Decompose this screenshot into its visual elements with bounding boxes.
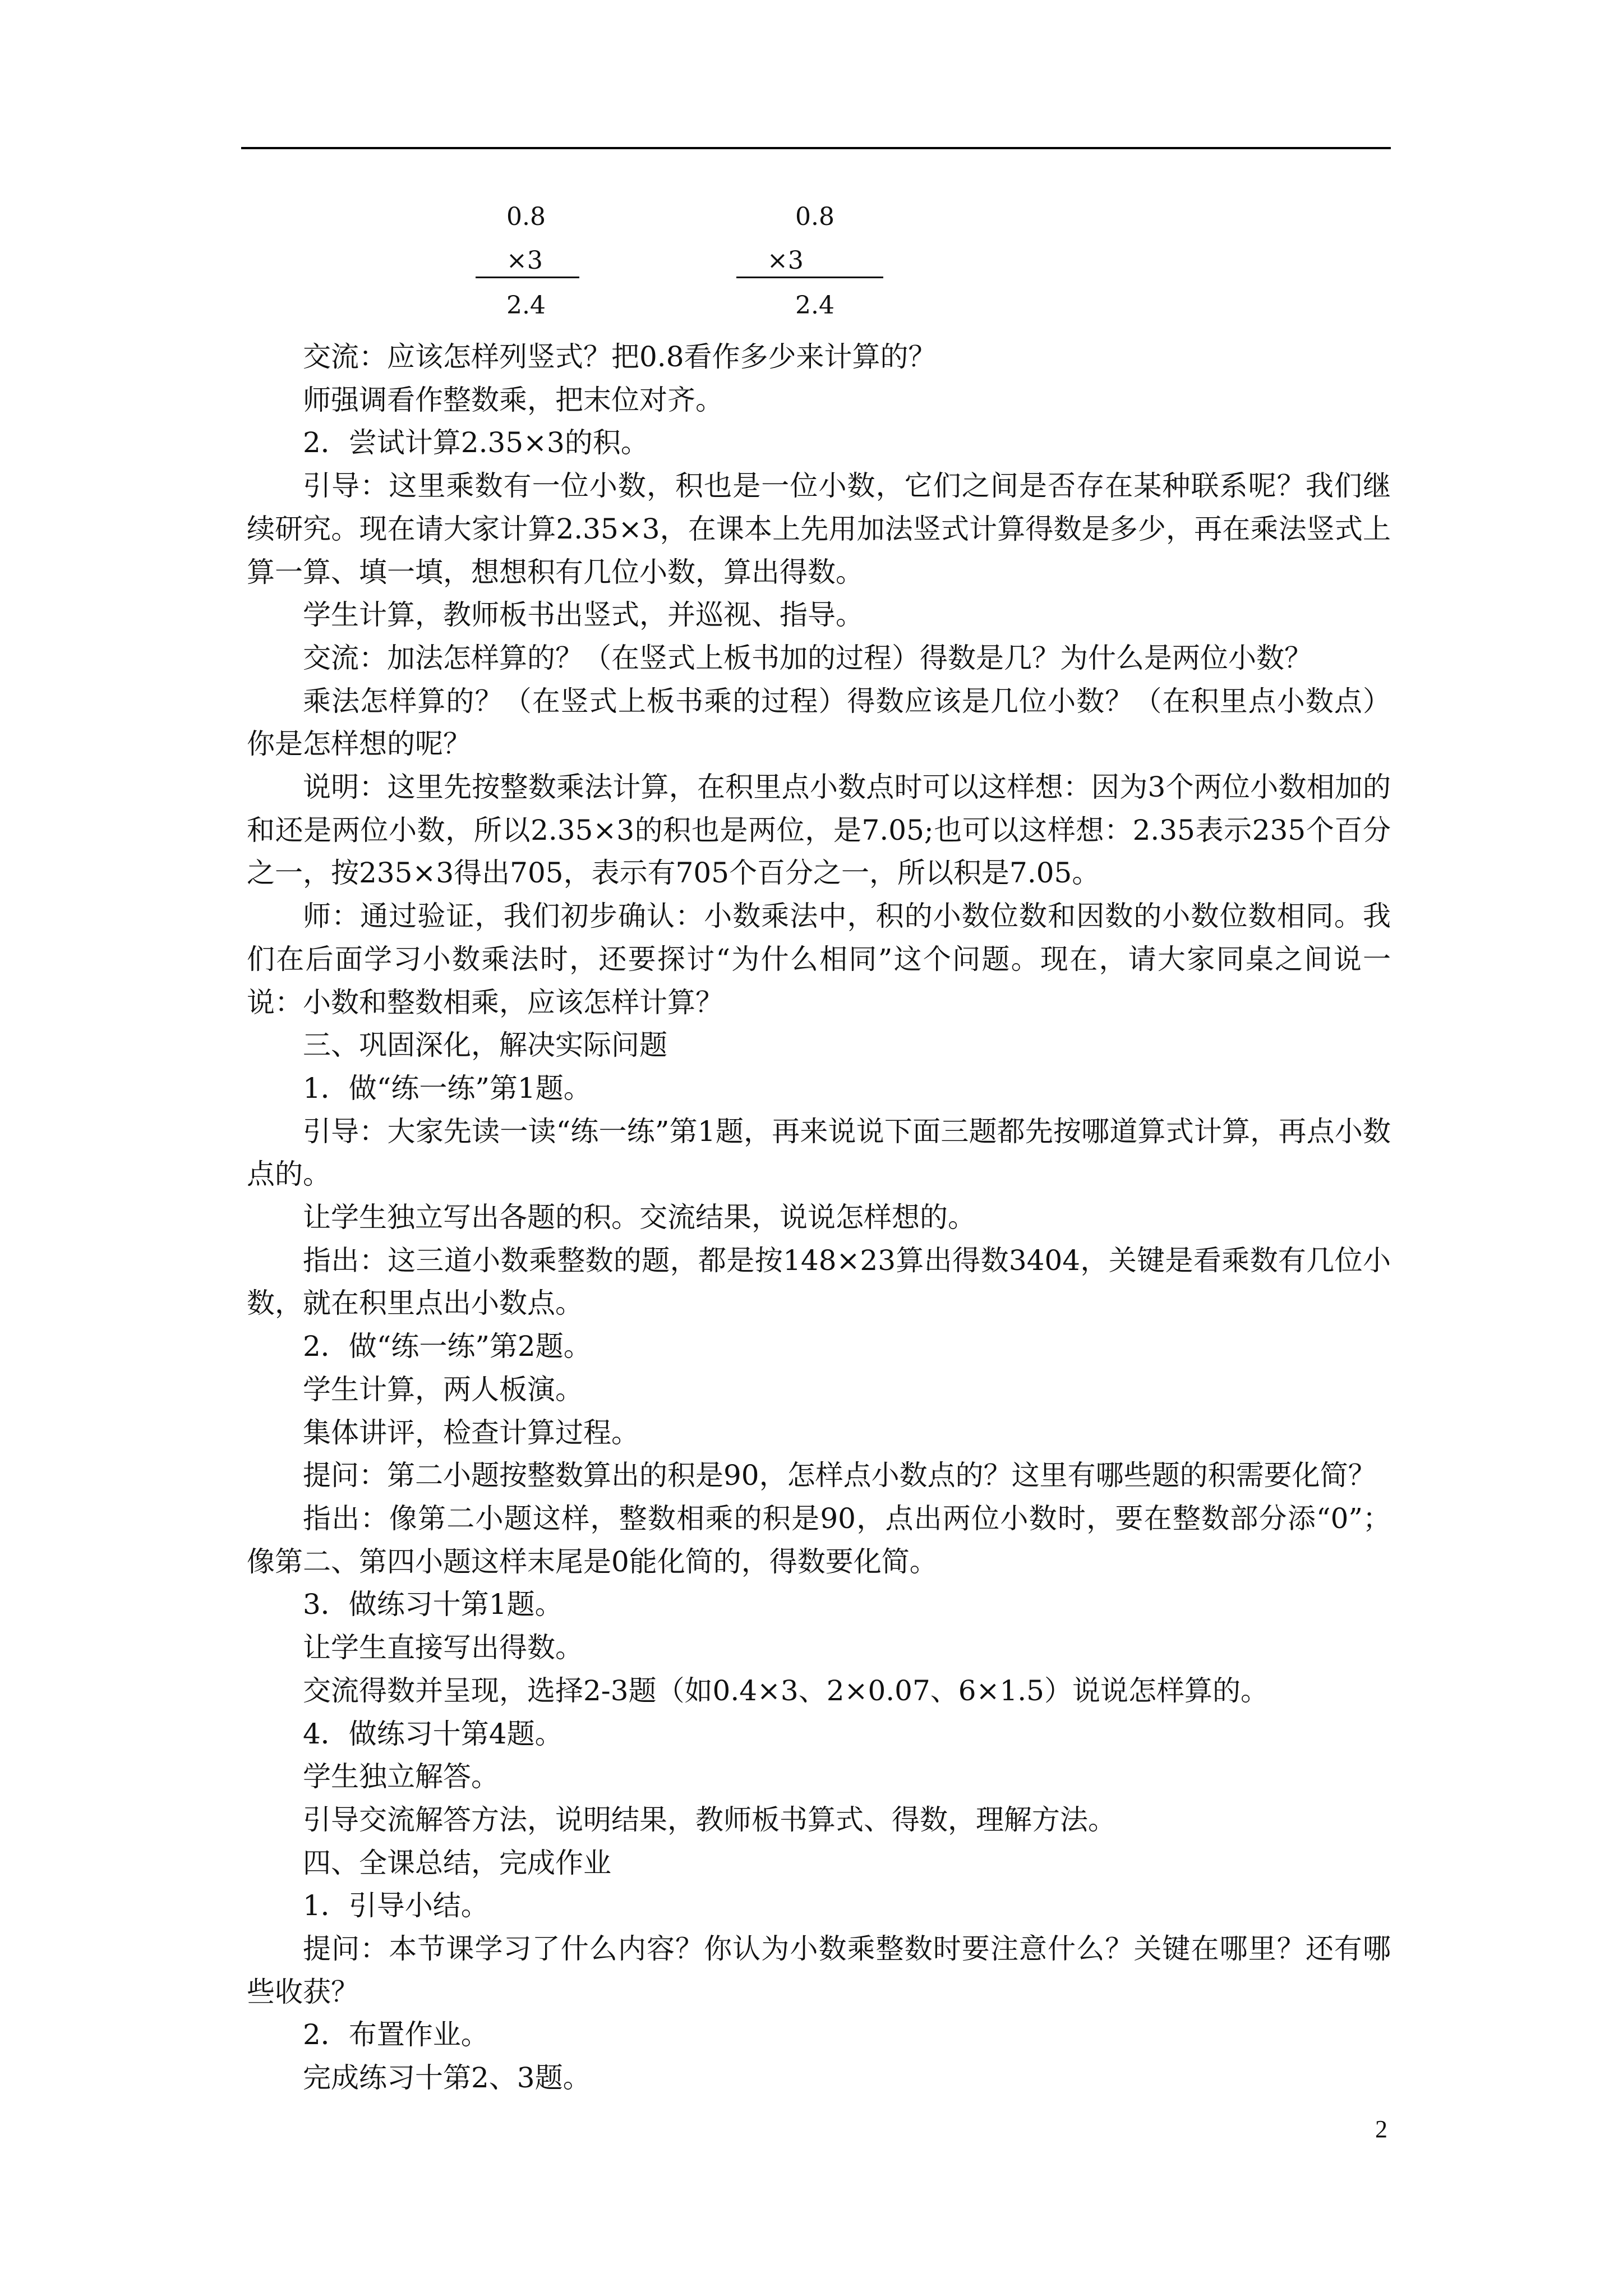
paragraph: 指出：像第二小题这样，整数相乘的积是90，点出两位小数时，要在整数部分添“0”；像第二、第四小题这样末尾是0能化简的，得数要化简。 [247, 1502, 1391, 1578]
multiplicand: 0.8 [795, 203, 834, 231]
calc-rule [476, 277, 579, 278]
paragraph: 师强调看作整数乘，把末位对齐。 [303, 383, 723, 416]
paragraph: 2．做“练一练”第2题。 [303, 1330, 592, 1363]
product: 2.4 [506, 291, 546, 320]
paragraph: 2．尝试计算2.35×3的积。 [303, 426, 649, 459]
section-heading: 四、全课总结，完成作业 [303, 1846, 611, 1879]
header-rule [241, 147, 1391, 149]
product: 2.4 [795, 291, 834, 320]
paragraph: 交流得数并呈现，选择2-3题（如0.4×3、2×0.07、6×1.5）说说怎样算的。 [303, 1674, 1269, 1707]
paragraph: 说明：这里先按整数乘法计算，在积里点小数点时可以这样想：因为3个两位小数相加的和还是两位小数，所以2.35×3的积也是两位，是7.05;也可以这样想：2.35表示235个百分之一，按235×3得出705，表示有705个百分之一，所以积是7.05。 [247, 771, 1391, 890]
paragraph: 交流：加法怎样算的？（在竖式上板书加的过程）得数是几？为什么是两位小数？ [303, 641, 1312, 674]
paragraph: 1．做“练一练”第1题。 [303, 1071, 592, 1105]
paragraph: 交流：应该怎样列竖式？把0.8看作多少来计算的？ [303, 341, 937, 373]
paragraph: 4．做练习十第4题。 [303, 1717, 563, 1750]
paragraph: 学生计算，教师板书出竖式，并巡视、指导。 [303, 599, 864, 632]
paragraph: 完成练习十第2、3题。 [303, 2062, 591, 2095]
paragraph: 指出：这三道小数乘整数的题，都是按148×23算出得数3404，关键是看乘数有几位小数，就在积里点出小数点。 [247, 1244, 1391, 1320]
page-number: 2 [1375, 2115, 1387, 2143]
lesson-body [247, 335, 1391, 2100]
paragraph: 提问：第二小题按整数算出的积是90，怎样点小数点的？这里有哪些题的积需要化简？ [303, 1459, 1376, 1492]
paragraph: 1．引导小结。 [303, 1889, 489, 1922]
multiplicand: 0.8 [506, 203, 546, 231]
calc-rule [736, 277, 883, 278]
paragraph: 2．布置作业。 [303, 2018, 489, 2051]
paragraph: 让学生直接写出得数。 [303, 1631, 583, 1664]
paragraph: 3．做练习十第1题。 [303, 1588, 563, 1621]
paragraph: 引导：这里乘数有一位小数，积也是一位小数，它们之间是否存在某种联系呢？我们继续研究。现在请大家计算2.35×3，在课本上先用加法竖式计算得数是多少，再在乘法竖式上算一算、填一填，想想积有几位小数，算出得数。 [247, 470, 1391, 588]
paragraph: 引导：大家先读一读“练一练”第1题，再来说说下面三题都先按哪道算式计算，再点小数点的。 [247, 1115, 1391, 1191]
paragraph: 学生计算，两人板演。 [303, 1373, 583, 1406]
paragraph: 让学生独立写出各题的积。交流结果，说说怎样想的。 [303, 1201, 976, 1234]
multiplier: ×3 [506, 246, 543, 275]
paragraph: 集体讲评，检查计算过程。 [303, 1416, 639, 1449]
multiplier: ×3 [767, 246, 804, 275]
paragraph: 提问：本节课学习了什么内容？你认为小数乘整数时要注意什么？关键在哪里？还有哪些收获？ [247, 1932, 1391, 2008]
section-heading: 三、巩固深化，解决实际问题 [303, 1029, 667, 1062]
paragraph: 乘法怎样算的？（在竖式上板书乘的过程）得数应该是几位小数？（在积里点小数点）你是怎样想的呢？ [247, 684, 1391, 761]
paragraph: 学生独立解答。 [303, 1760, 499, 1793]
paragraph: 引导交流解答方法，说明结果，教师板书算式、得数，理解方法。 [303, 1803, 1116, 1836]
paragraph: 师：通过验证，我们初步确认：小数乘法中，积的小数位数和因数的小数位数相同。我们在后面学习小数乘法时，还要探讨“为什么相同”这个问题。现在，请大家同桌之间说一说：小数和整数相乘，应该怎样计算？ [247, 900, 1391, 1019]
